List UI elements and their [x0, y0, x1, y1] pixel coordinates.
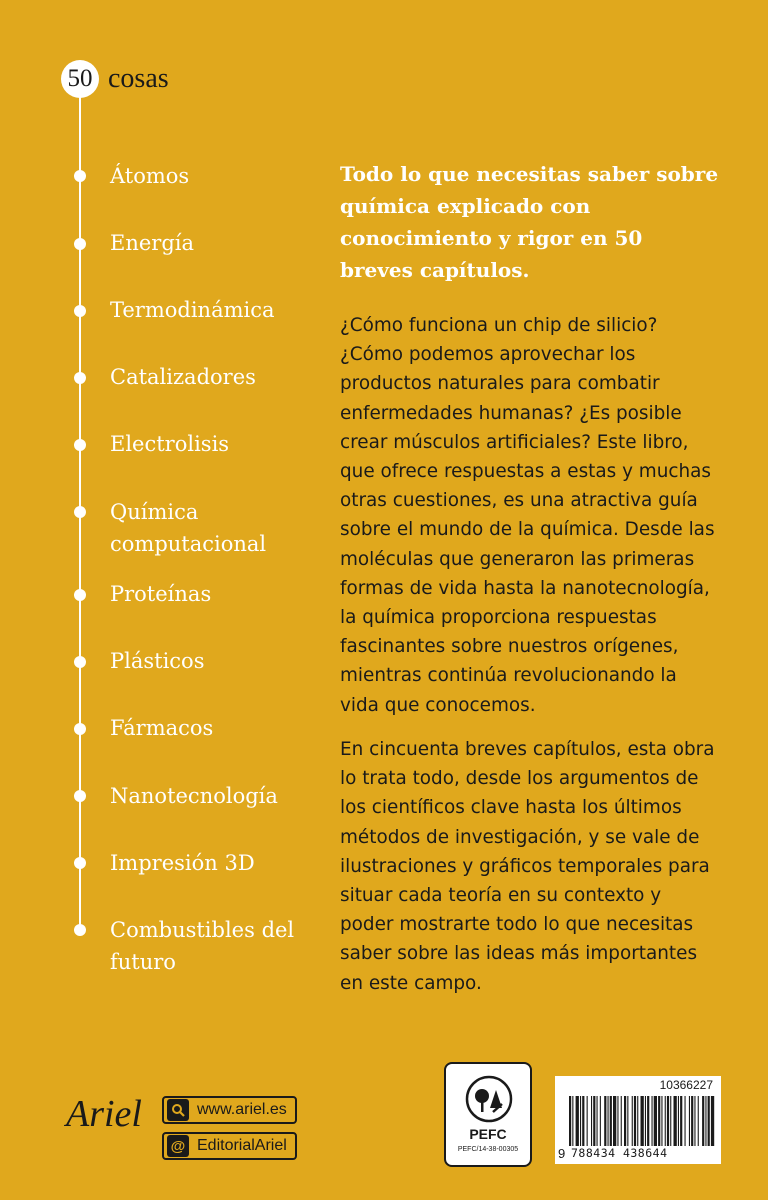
website-url: www.ariel.es — [197, 1101, 287, 1118]
lead-text: Todo lo que necesitas saber sobre química explicado con conocimiento y rigor en 50 breves capítulos. — [340, 162, 719, 282]
timeline-dot — [74, 506, 86, 518]
series-logo — [61, 60, 169, 98]
pefc-certification — [444, 1062, 532, 1167]
timeline-dot — [74, 589, 86, 601]
timeline-dot — [74, 372, 86, 384]
series-number: 50 — [61, 60, 99, 98]
barcode-internal-id: 10366227 — [659, 1078, 713, 1092]
topic-farmacos: Fármacos — [110, 716, 214, 740]
topic-catalizadores: Catalizadores — [110, 365, 256, 389]
barcode — [555, 1076, 721, 1164]
publisher-logo: Ariel — [66, 1093, 142, 1135]
timeline-dot — [74, 170, 86, 182]
website-tag[interactable] — [162, 1096, 297, 1124]
timeline-dot — [74, 790, 86, 802]
timeline-dot — [74, 924, 86, 936]
timeline-dot — [74, 439, 86, 451]
pefc-trees-icon — [464, 1074, 514, 1124]
social-handle-tag[interactable] — [162, 1132, 297, 1160]
topic-proteinas: Proteínas — [110, 582, 212, 606]
topic-quimica-computacional: Química computacional — [110, 500, 267, 556]
barcode-digits: 788434 438644 — [571, 1146, 668, 1160]
timeline-dot — [74, 857, 86, 869]
timeline-dot — [74, 656, 86, 668]
barcode-bars — [569, 1096, 715, 1146]
description-paragraph-2: En cincuenta breves capítulos, esta obra lo trata todo, desde los argumentos de los científicos clave hasta los últimos métodos de investigación, y se vale de ilustraciones y gráficos temporales para situar cada teoría en su contexto y poder mostrarte todo lo que necesitas saber sobre las ideas más importantes en este campo. — [340, 739, 715, 994]
topic-combustibles-del-futuro: Combustibles del futuro — [110, 918, 295, 974]
search-icon — [167, 1099, 189, 1121]
topic-plasticos: Plásticos — [110, 649, 205, 673]
series-word: cosas — [108, 63, 169, 94]
topic-nanotecnologia: Nanotecnología — [110, 784, 278, 808]
topic-energia: Energía — [110, 231, 194, 255]
timeline-dot — [74, 238, 86, 250]
pefc-label: PEFC — [469, 1126, 507, 1142]
topic-impresion-3d: Impresión 3D — [110, 851, 255, 875]
barcode-first-digit: 9 — [558, 1146, 566, 1161]
topic-atomos: Átomos — [110, 164, 190, 188]
timeline-dot — [74, 723, 86, 735]
social-handle: EditorialAriel — [197, 1137, 287, 1154]
topic-electrolisis: Electrolisis — [110, 432, 230, 456]
description-paragraph-1: ¿Cómo funciona un chip de silicio? ¿Cómo podemos aprovechar los productos naturales para combatir enfermedades humanas? ¿Es posible crear músculos artificiales? Este libro, que ofrece respuestas a estas y muchas otras cuestiones, es una atractiva guía sobre el mundo de la química. Desde las moléculas que generaron las primeras formas de vida hasta la nanotecnología, la química proporciona respuestas fascinantes sobre nuestros orígenes, mientras continúa revolucionando la vida que conocemos. — [340, 315, 715, 716]
topic-termodinamica: Termodinámica — [110, 298, 275, 322]
pefc-code: PEFC/14-38-00305 — [457, 1146, 519, 1153]
timeline-dot — [74, 305, 86, 317]
at-icon: @ — [167, 1135, 189, 1157]
